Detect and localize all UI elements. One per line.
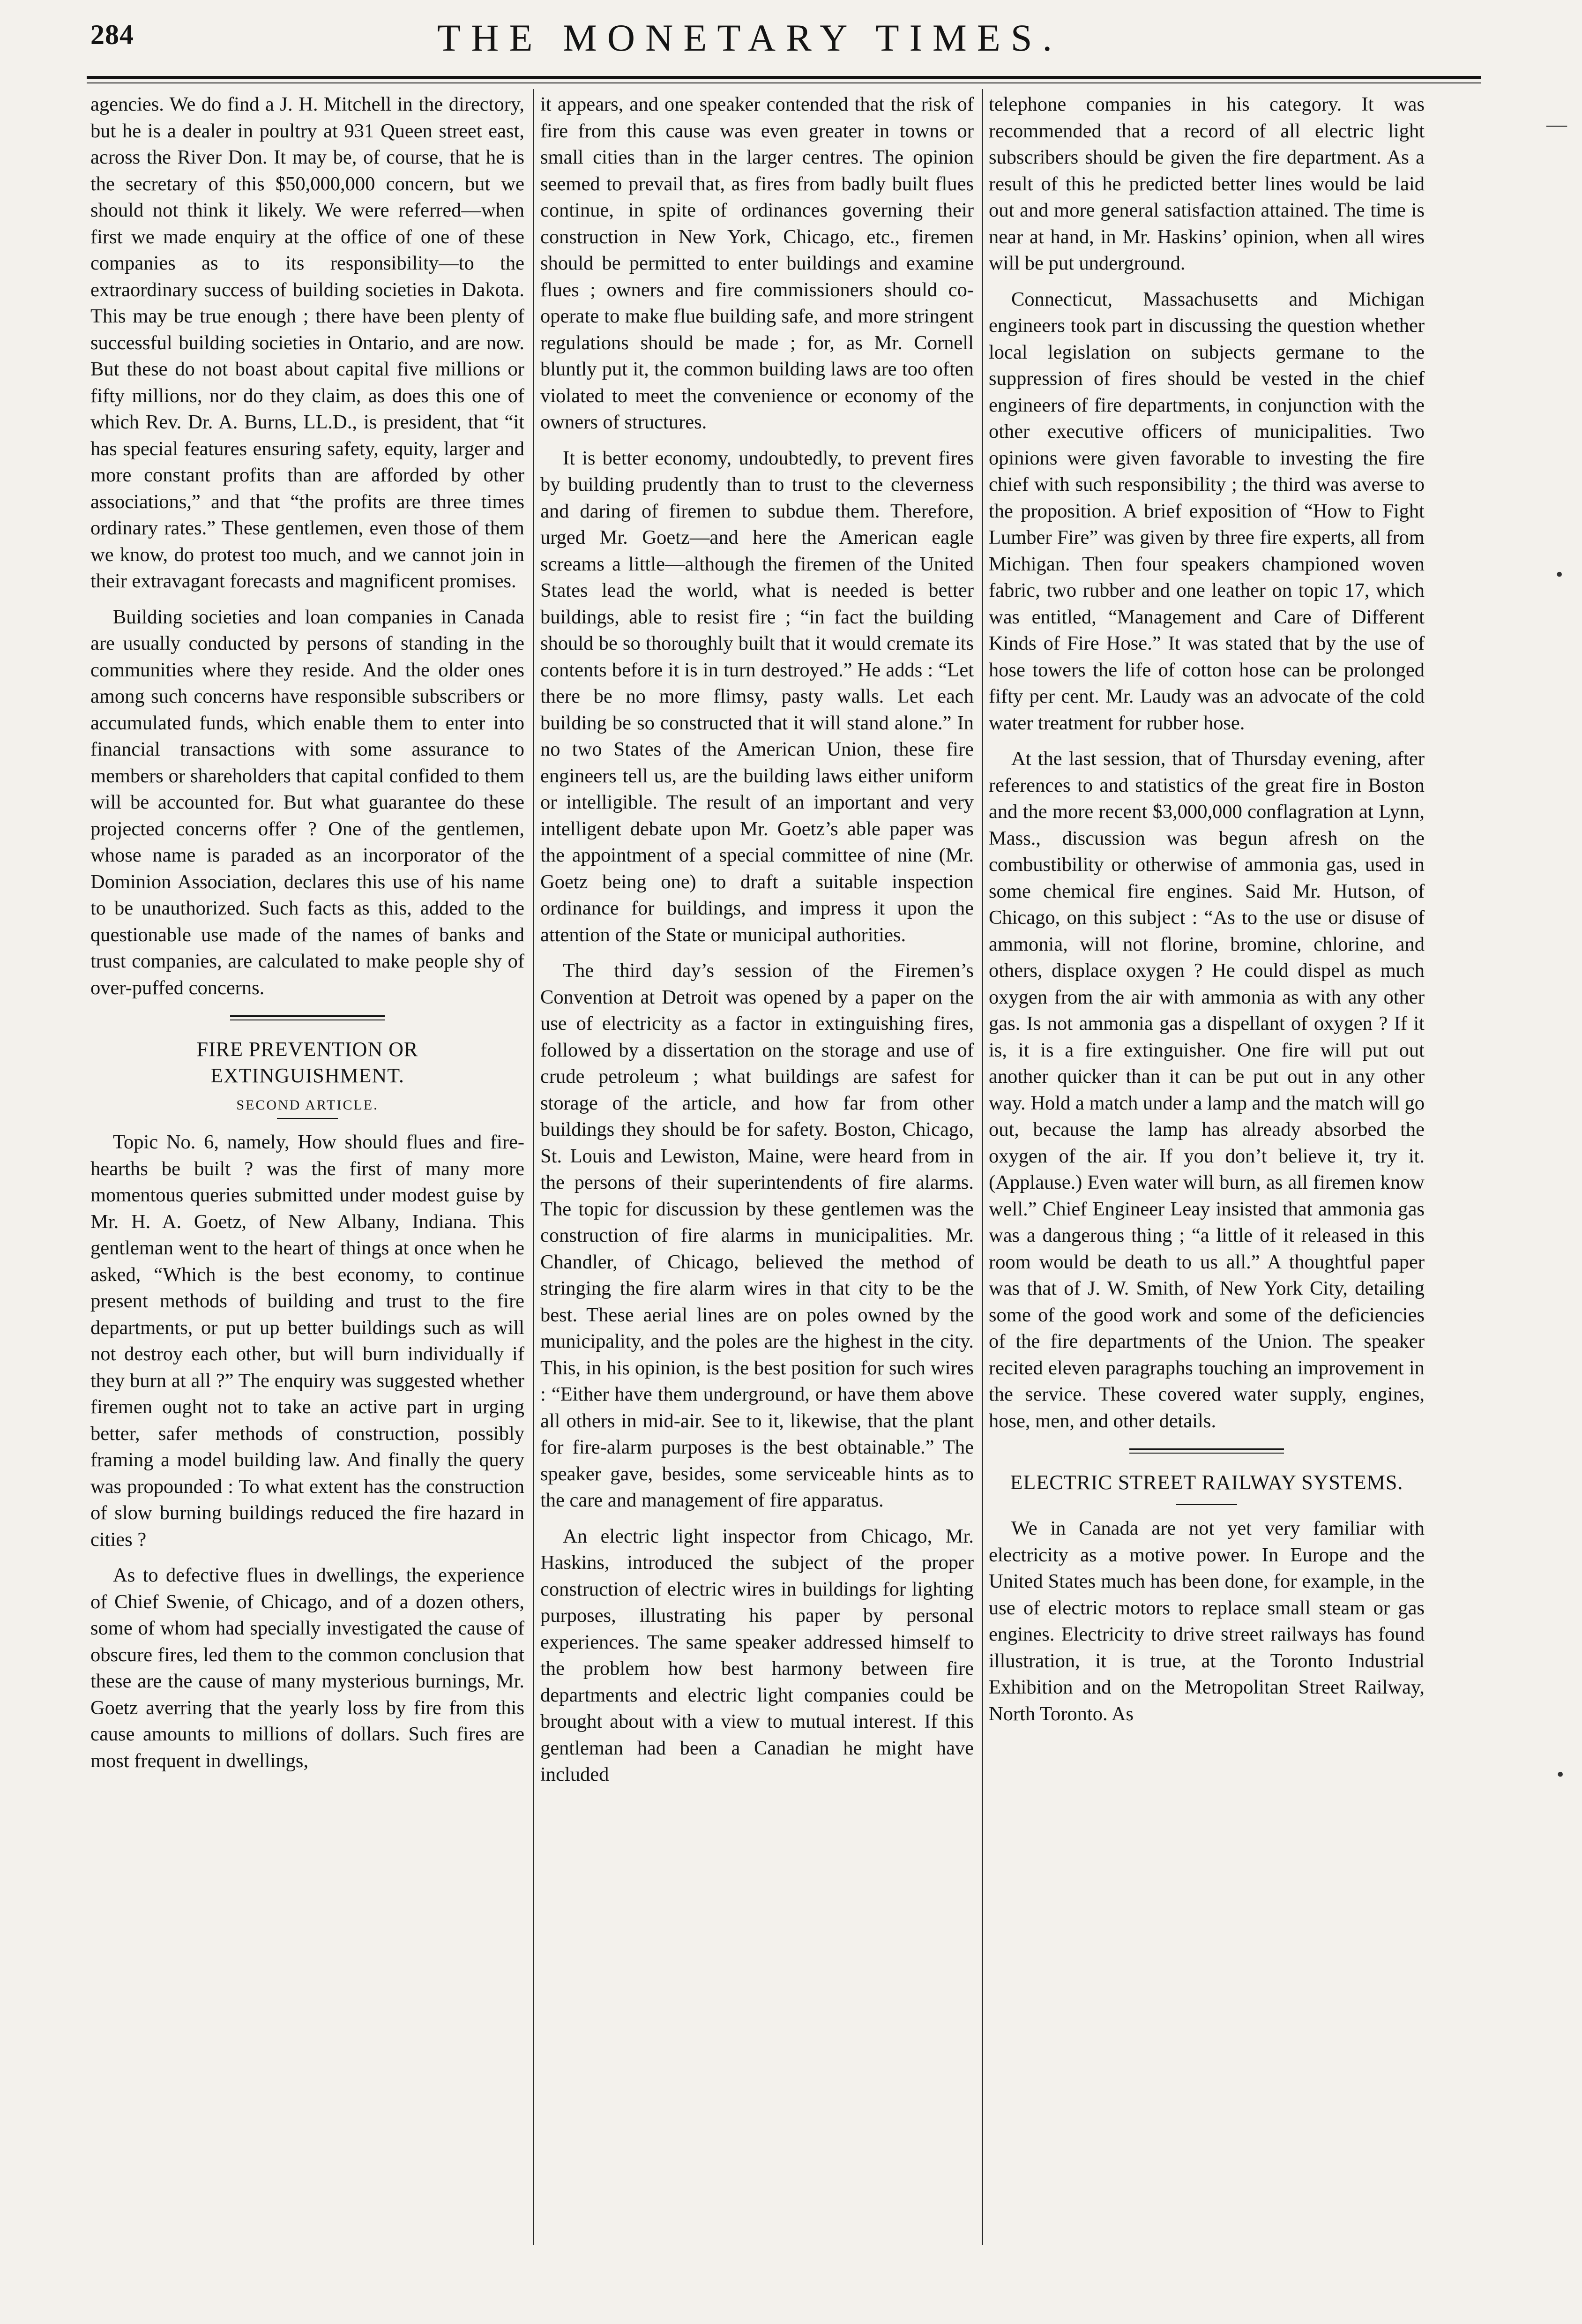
paragraph: At the last session, that of Thursday evening, after references to and statistics of the great fire in Boston and the more recent $3,000,000 conflagration at Lynn, Mass., discussion was begun afresh on the combustibility or otherwise of ammonia gas, used in some chemical fire engines. Said Mr. Hutson, of Chicago, on this subject : “As to the use or disuse of ammonia, will not florine, bromine, chlorine, and others, displace oxygen ? He could dispel as much oxygen from the air with ammonia as with any other gas. Is not ammonia gas a dispellant of oxygen ? If it is, it is a fire extinguisher. One fire will put out another quicker than it can be put out in any other way. Hold a match under a lamp and the match will go out, because the lamp has already absorbed the oxygen of the air. If you don’t believe it, try it. (Applause.) Even water will burn, as all firemen know well.” Chief Engineer Leay insisted that ammonia gas was a dangerous thing ; “a little of it released in this room would be death to us all.” A thoughtful paper was that of J. W. Smith, of New York City, detailing some of the good work and some of the deficiencies of the fire departments of the Union. The speaker recited eleven paragraphs touching an improvement in the service. These covered water supply, engines, hose, men, and other details. bbox=[989, 748, 1425, 1432]
subhead-rule bbox=[277, 1118, 338, 1119]
paragraph: An electric light inspector from Chicago, Mr. Haskins, introduced the subject of the proper construction of electric wires in buildings for lighting purposes, illustrating his paper by personal experiences. The same speaker addressed himself to the problem how best harmony between fire departments and electric light companies could be brought about with a view to mutual interest. If this gentleman had been a Canadian he might have included bbox=[540, 1525, 974, 1785]
paragraph: As to defective flues in dwellings, the experience of Chief Swenie, of Chicago, and of a dozen others, some of whom had specially investigated the cause of obscure fires, led them to the common conclusion that these are the cause of many mysterious burnings, Mr. Goetz averring that the yearly loss by fire from this cause amounts to millions of dollars. Such fires are most frequent in dwellings, bbox=[90, 1564, 524, 1772]
margin-mark: • bbox=[1556, 563, 1563, 586]
paragraph: Connecticut, Massachusetts and Michigan engineers took part in discussing the question whether local legislation on subjects germane to the suppression of fires should be vested in the chief engineers of fire departments, in conjunction with the other executive officers of municipalities. Two opinions were given favorable to investing the fire chief with such responsibility ; the third was averse to the proposition. A brief exposition of “How to Fight Lumber Fire” was given by three fire experts, all from Michigan. Then four speakers championed woven fabric, two rubber and one leather on topic 17, which was entitled, “Management and Care of Different Kinds of Fire Hose.” It was stated that by the use of hose towers the life of cotton hose can be prolonged fifty per cent. Mr. Laudy was an advocate of the cold water treatment for rubber hose. bbox=[989, 288, 1425, 734]
margin-mark: — bbox=[1546, 113, 1567, 136]
paragraph: Topic No. 6, namely, How should flues and fire-hearths be built ? was the first of many more momentous queries submitted under modest guise by Mr. H. A. Goetz, of New Albany, Indiana. This gentleman went to the heart of things at once when he asked, “Which is the best economy, to continue present methods of building and trust to the fire departments, or put up better buildings such as will not destroy each other, but will burn individually if they burn at all ?” The enquiry was suggested whether firemen ought not to take an active part in urging better, safer methods of construction, possibly framing a model building law. And finally the query was propounded : To what extent has the construction of slow burning buildings reduced the fire hazard in cities ? bbox=[90, 1131, 524, 1551]
column-divider bbox=[982, 89, 983, 2245]
article-separator bbox=[230, 1015, 385, 1020]
paragraph: The third day’s session of the Firemen’s Convention at Detroit was opened by a paper on the use of electricity as a factor in extinguishing fires, followed by a dissertation on the storage and use of crude petroleum ; what buildings are safest for storage of the article, and how far from other buildings they should be for safety. Boston, Chicago, St. Louis and Lewiston, Maine, were heard from in the persons of their superintendents of fire alarms. The topic for discussion by these gentlemen was the construction of fire alarms in municipalities. Mr. Chandler, of Chicago, believed the method of stringing the fire alarm wires in that city to be the best. These aerial lines are on poles owned by the municipality, and the poles are the highest in the city. This, in his opinion, is the best position for such wires : “Either have them underground, or have them above all others in mid-air. See to it, likewise, that the plant for fire-alarm purposes is the best obtainable.” The speaker gave, besides, some serviceable hints as to the care and management of fire apparatus. bbox=[540, 960, 974, 1511]
paragraph: Building societies and loan companies in Canada are usually conducted by persons of standing in the communities where they reside. And the older ones among such concerns have responsible subscribers or accumulated funds, which enable them to enter into financial transactions with some assurance to members or shareholders that capital confided to them will be accounted for. But what guarantee do these projected concerns offer ? One of the gentlemen, whose name is paraded as an incorporator of the Dominion Association, declares this use of his name to be unauthorized. Such facts as this, added to the questionable use made of the names of banks and trust companies, are calculated to make people shy of over-puffed concerns. bbox=[90, 606, 524, 999]
header-rule-thin bbox=[87, 82, 1481, 83]
paragraph: It is better economy, undoubtedly, to prevent fires by building prudently than to trust to the cleverness and daring of firemen to subdue them. Therefore, urged Mr. Goetz—and here the American eagle screams a little—although the firemen of the United States lead the world, what is needed is better buildings, able to resist fire ; “in fact the building should be so thoroughly built that it would cremate its contents before it is in turn destroyed.” He adds : “Let there be no more flimsy, pasty walls. Let each building be so constructed that it will stand alone.” In no two States of the American Union, these fire engineers tell us, are the building laws either uniform or intelligible. The result of an important and very intelligent debate upon Mr. Goetz’s able paper was the appointment of a special committee of nine (Mr. Goetz being one) to draft a suitable inspection ordinance for buildings, and impress it upon the attention of the State or municipal authorities. bbox=[540, 447, 974, 946]
paragraph: telephone companies in his category. It was recommended that a record of all electric light subscribers should be given the fire department. As a result of this he predicted better lines would be laid out and more general satisfaction attained. The time is near at hand, in Mr. Haskins’ opinion, when all wires will be put underground. bbox=[989, 93, 1425, 274]
column-left bbox=[90, 91, 524, 1784]
paragraph: it appears, and one speaker contended that the risk of fire from this cause was even greater in towns or small cities than in the larger centres. The opinion seemed to prevail that, as fires from badly built flues continue, in spite of ordinances governing their construction in New York, Chicago, etc., firemen should be permitted to enter buildings and examine flues ; owners and fire commissioners should co-operate to make flue building safe, and more stringent regulations should be made ; for, as Mr. Cornell bluntly put it, the common building laws are too often violated to meet the convenience or economy of the owners of structures. bbox=[540, 93, 974, 433]
paragraph: agencies. We do find a J. H. Mitchell in the directory, but he is a dealer in poultry at 931 Queen street east, across the River Don. It may be, of course, that he is the secretary of this $50,000,000 concern, but we should not think it likely. We were referred—when first we made enquiry at the office of one of these companies as to its responsibility—to the extraordinary success of building societies in Dakota. This may be true enough ; there have been plenty of successful building societies in Ontario, and are now. But these do not boast about capital five millions or fifty millions, nor do they claim, as does this one of which Rev. Dr. A. Burns, LL.D., is president, that “it has special features ensuring safety, equity, larger and more constant profits than are afforded by other associations,” and that “the profits are three times ordinary rates.” These gentlemen, even those of them we know, do protest too much, and we cannot join in their extravagant forecasts and magnificent promises. bbox=[90, 93, 524, 592]
margin-mark: • bbox=[1557, 1763, 1564, 1786]
page-number: 284 bbox=[90, 19, 134, 50]
column-right bbox=[989, 91, 1425, 1737]
paragraph: We in Canada are not yet very familiar with electricity as a motive power. In Europe and the United States much has been done, for example, in the use of electric motors to replace small steam or gas engines. Electricity to drive street railways has found illustration, it is true, at the Toronto Industrial Exhibition and on the Metropolitan Street Railway, North Toronto. As bbox=[989, 1517, 1425, 1725]
masthead: THE MONETARY TIMES. bbox=[437, 16, 1062, 59]
article-headline: ELECTRIC STREET RAILWAY SYSTEMS. bbox=[1010, 1471, 1403, 1494]
column-divider bbox=[533, 89, 534, 2245]
headline-rule bbox=[1176, 1504, 1237, 1505]
article-subhead: SECOND ARTICLE. bbox=[236, 1097, 379, 1113]
header-rule bbox=[87, 76, 1481, 79]
column-middle bbox=[540, 91, 974, 1798]
article-separator bbox=[1129, 1448, 1284, 1454]
article-headline: FIRE PREVENTION OR EXTINGUISHMENT. bbox=[196, 1038, 418, 1087]
